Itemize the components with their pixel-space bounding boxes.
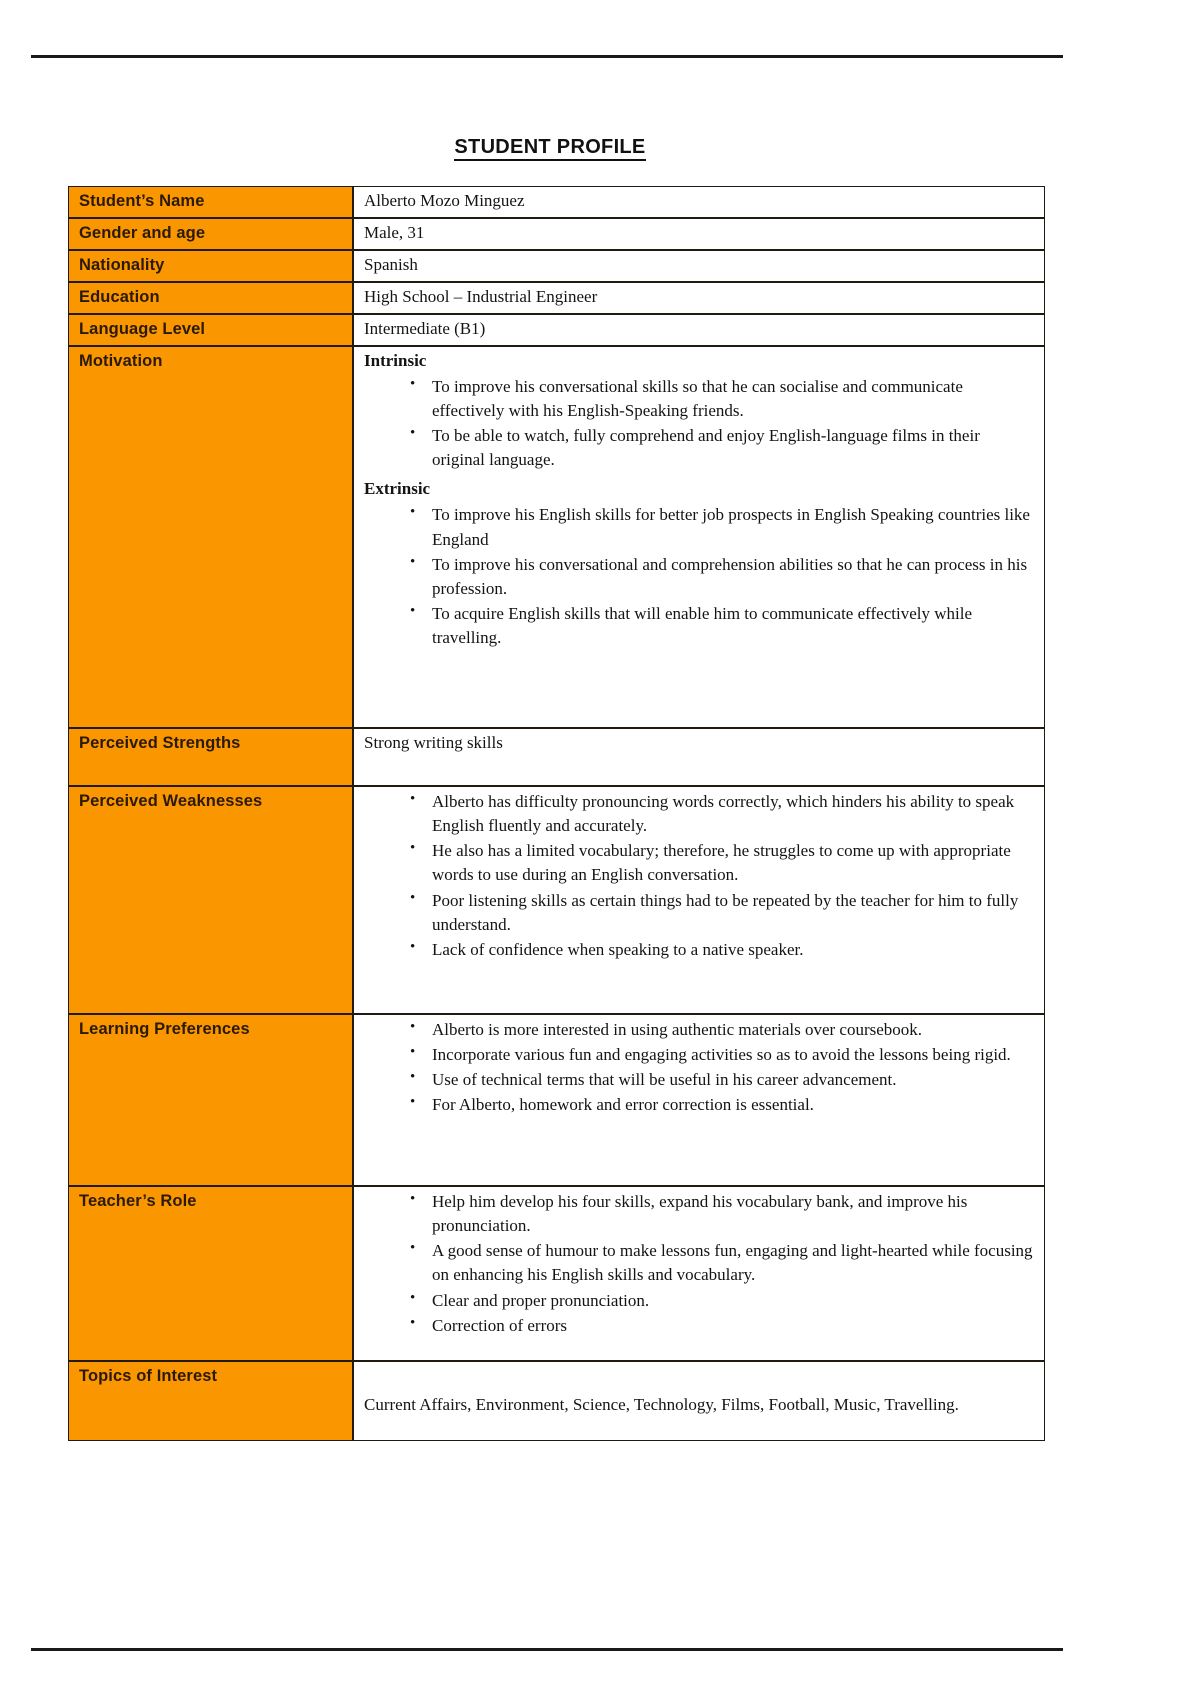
table-row	[68, 282, 1045, 314]
row-value-language-level: Intermediate (B1)	[353, 314, 1045, 346]
row-label-learning-preferences: Learning Preferences	[68, 1014, 353, 1186]
table-row	[68, 250, 1045, 282]
row-label-motivation: Motivation	[68, 346, 353, 728]
table-row	[68, 218, 1045, 250]
list-item: • To be able to watch, fully comprehend and enjoy English-language films in their original language.	[364, 424, 1036, 472]
row-label-education: Education	[68, 282, 353, 314]
footer-rule	[31, 1648, 1063, 1651]
row-value-topics-of-interest	[353, 1361, 1045, 1441]
list-item: • He also has a limited vocabulary; therefore, he struggles to come up with appropriate words to use during an English conversation.	[364, 839, 1036, 887]
list-item: • Clear and proper pronunciation.	[364, 1289, 1036, 1313]
row-label-perceived-strengths: Perceived Strengths	[68, 728, 353, 786]
row-label-teachers-role: Teacher’s Role	[68, 1186, 353, 1361]
row-label-nationality: Nationality	[68, 250, 353, 282]
row-value-learning-preferences	[353, 1014, 1045, 1186]
intrinsic-bullet-list	[364, 375, 1036, 473]
row-label-students-name: Student’s Name	[68, 186, 353, 218]
motivation-group-intrinsic	[364, 350, 1036, 472]
topics-of-interest-text: Current Affairs, Environment, Science, Technology, Films, Football, Music, Travelling.	[364, 1395, 959, 1414]
motivation-group-extrinsic	[364, 478, 1036, 650]
extrinsic-bullet-list	[364, 503, 1036, 650]
list-item: • To improve his English skills for better job prospects in English Speaking countries like England	[364, 503, 1036, 551]
weaknesses-bullet-list	[364, 790, 1036, 962]
list-item: • To improve his conversational and comprehension abilities so that he can process in his profession.	[364, 553, 1036, 601]
list-item: • Poor listening skills as certain things had to be repeated by the teacher for him to fully understand.	[364, 889, 1036, 937]
row-value-education: High School – Industrial Engineer	[353, 282, 1045, 314]
list-item: • Alberto has difficulty pronouncing words correctly, which hinders his ability to speak English fluently and accurately.	[364, 790, 1036, 838]
list-item: • Use of technical terms that will be useful in his career advancement.	[364, 1068, 1036, 1092]
row-value-teachers-role	[353, 1186, 1045, 1361]
table-row	[68, 1186, 1045, 1361]
row-value-perceived-weaknesses	[353, 786, 1045, 1014]
subheading-extrinsic: Extrinsic	[364, 479, 431, 499]
list-item: • Alberto is more interested in using authentic materials over coursebook.	[364, 1018, 1036, 1042]
page-title	[0, 136, 1100, 159]
table-row	[68, 186, 1045, 218]
list-item: • Correction of errors	[364, 1314, 1036, 1338]
row-value-perceived-strengths: Strong writing skills	[353, 728, 1045, 786]
teachers-role-bullet-list	[364, 1190, 1036, 1338]
table-row	[68, 786, 1045, 1014]
table-row	[68, 1361, 1045, 1441]
subheading-intrinsic: Intrinsic	[364, 351, 427, 370]
row-value-nationality: Spanish	[353, 250, 1045, 282]
row-label-perceived-weaknesses: Perceived Weaknesses	[68, 786, 353, 1014]
row-value-gender-and-age: Male, 31	[353, 218, 1045, 250]
list-item: • To improve his conversational skills so that he can socialise and communicate effectively with his English-Speaking friends.	[364, 375, 1036, 423]
row-label-gender-and-age: Gender and age	[68, 218, 353, 250]
list-item: • For Alberto, homework and error correction is essential.	[364, 1093, 1036, 1117]
row-label-language-level: Language Level	[68, 314, 353, 346]
list-item: • Incorporate various fun and engaging activities so as to avoid the lessons being rigid.	[364, 1043, 1036, 1067]
table-row	[68, 728, 1045, 786]
list-item: • Lack of confidence when speaking to a native speaker.	[364, 938, 1036, 962]
row-value-students-name: Alberto Mozo Minguez	[353, 186, 1045, 218]
table-row	[68, 1014, 1045, 1186]
table-row	[68, 346, 1045, 728]
student-profile-table	[68, 186, 1045, 1441]
list-item: • To acquire English skills that will enable him to communicate effectively while travelling.	[364, 602, 1036, 650]
learning-preferences-bullet-list	[364, 1018, 1036, 1118]
row-label-topics-of-interest: Topics of Interest	[68, 1361, 353, 1441]
list-item: • Help him develop his four skills, expand his vocabulary bank, and improve his pronunciation.	[364, 1190, 1036, 1238]
header-rule	[31, 55, 1063, 58]
table-row	[68, 314, 1045, 346]
page-title-text: STUDENT PROFILE	[454, 136, 645, 161]
list-item: • A good sense of humour to make lessons fun, engaging and light-hearted while focusing on enhancing his English skills and vocabulary.	[364, 1239, 1036, 1287]
row-value-motivation	[353, 346, 1045, 728]
